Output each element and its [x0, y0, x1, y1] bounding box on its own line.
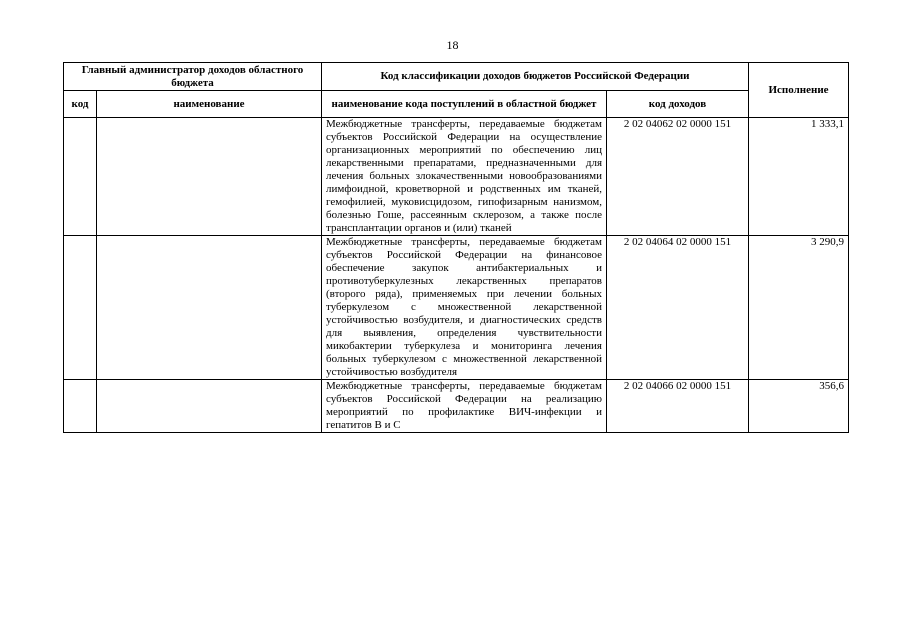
income-code-header: код доходов	[607, 91, 749, 118]
receipt-name-header: наименование кода поступлений в областной бюджет	[322, 91, 607, 118]
amount-cell: 3 290,9	[749, 236, 849, 380]
admin-code-cell	[64, 118, 97, 236]
income-code-cell: 2 02 04062 02 0000 151	[607, 118, 749, 236]
admin-code-cell	[64, 236, 97, 380]
admin-group-header: Главный администратор доходов областного бюджета	[64, 63, 322, 91]
income-code-cell: 2 02 04066 02 0000 151	[607, 380, 749, 433]
name-header: наименование	[97, 91, 322, 118]
amount-cell: 356,6	[749, 380, 849, 433]
amount-cell: 1 333,1	[749, 118, 849, 236]
receipt-name-cell: Межбюджетные трансферты, передаваемые бюджетам субъектов Российской Федерации на реализацию мероприятий по профилактике ВИЧ-инфекции и гепатитов В и С	[322, 380, 607, 433]
admin-name-cell	[97, 118, 322, 236]
receipt-name-cell: Межбюджетные трансферты, передаваемые бюджетам субъектов Российской Федерации на финансовое обеспечение закупок антибактериальных и противотуберкулезных лекарственных препаратов (второго ряда), применяемых при лечении больных туберкулезом с множественной лекарственной устойчивостью возбудителя, и диагностических средств для выявления, определения чувствительности микобактерии туберкулеза и мониторинга лечения больных туберкулезом с множественной лекарственной устойчивостью возбудителя	[322, 236, 607, 380]
code-header: код	[64, 91, 97, 118]
table-row	[64, 380, 849, 433]
receipt-name-cell: Межбюджетные трансферты, передаваемые бюджетам субъектов Российской Федерации на осуществление организационных мероприятий по обеспечению лиц лекарственными препаратами, предназначенными для лечения больных злокачественными новообразованиями лимфоидной, кроветворной и родственных им тканей, гемофилией, муковисцидозом, гипофизарным нанизмом, болезнью Гоше, рассеянным склерозом, а также после трансплантации органов и (или) тканей	[322, 118, 607, 236]
income-table	[63, 62, 849, 433]
page-number: 18	[446, 38, 459, 52]
execution-header: Исполнение	[749, 63, 849, 118]
admin-code-cell	[64, 380, 97, 433]
table-row	[64, 236, 849, 380]
table-header	[64, 63, 849, 118]
income-code-cell: 2 02 04064 02 0000 151	[607, 236, 749, 380]
admin-name-cell	[97, 236, 322, 380]
classification-group-header: Код классификации доходов бюджетов Российской Федерации	[322, 63, 749, 91]
admin-name-cell	[97, 380, 322, 433]
table-row	[64, 118, 849, 236]
